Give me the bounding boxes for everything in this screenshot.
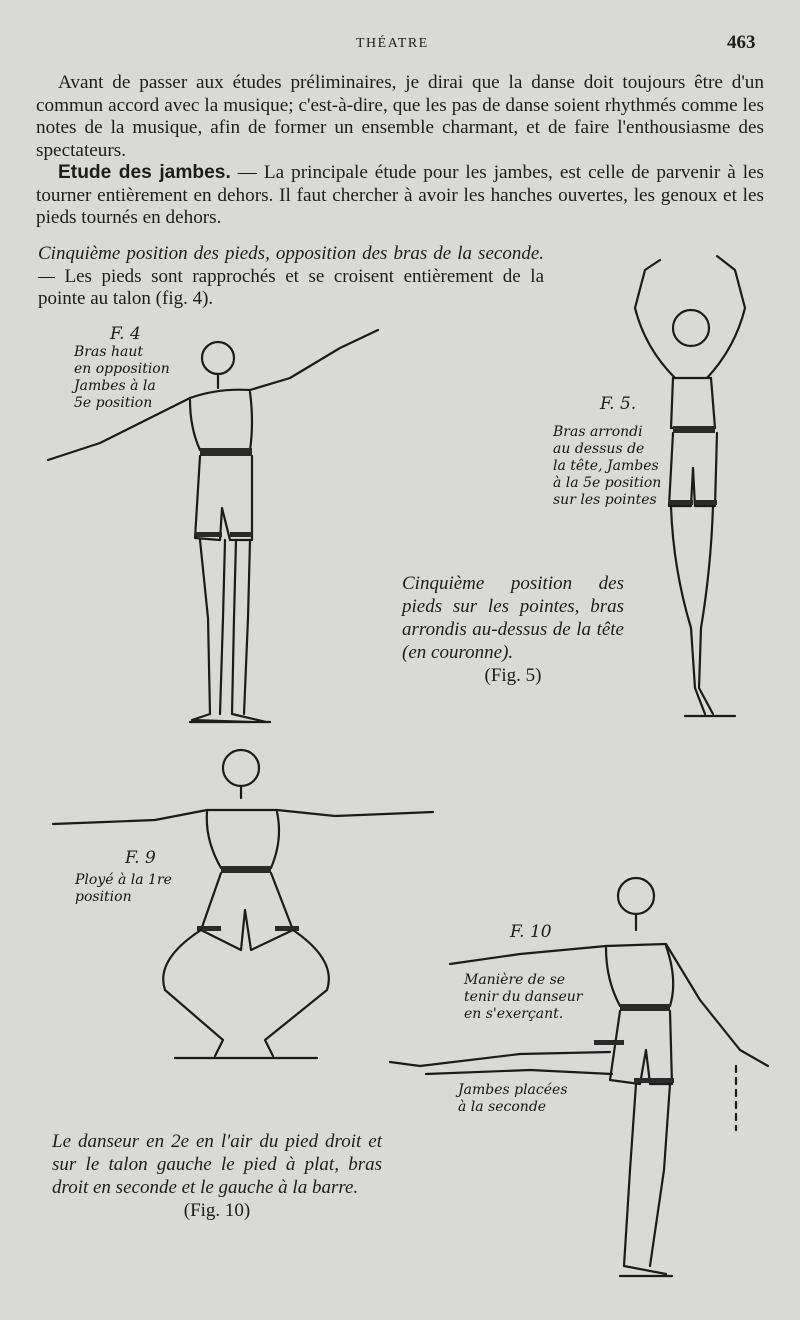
section-title: Etude des jambes. (58, 162, 231, 183)
fig5-handwritten-note: Bras arrondi au dessus de la tête, Jambes à la 5e position sur les pointes (553, 424, 662, 508)
legs-study-text: — La principale étude pour les jambes, est celle de parvenir à les tourner entièrement en dehors. Il faut chercher à avoir les hanches ouvertes, les genoux et les pieds tournés en dehors. (36, 162, 765, 228)
intro-text (36, 72, 764, 230)
legs-study-paragraph (36, 162, 764, 230)
fig4-caption-text: Les pieds sont rapprochés et se croisent entièrement de la pointe au talon (fig. 4). (38, 265, 544, 309)
fig9-mark: F. 9 (125, 848, 156, 868)
fig10-caption (52, 1130, 382, 1222)
fig5-mark: F. 5. (600, 394, 637, 414)
intro-paragraph: Avant de passer aux études préliminaires, je dirai que la danse doit toujours être d'un commun accord avec la musique; c'est-à-dire, que les pas de danse soient rhythmés comme les notes de la musique, afin de former un ensemble charmant, et de faire l'enthousiasme des spectateurs. (36, 72, 764, 161)
fig5-reference: (Fig. 5) (484, 665, 542, 686)
fig4-caption (38, 243, 544, 311)
fig10-caption-text: Le danseur en 2e en l'air du pied droit et sur le talon gauche le pied à plat, bras droit en seconde et le gauche à la barre. (52, 1131, 382, 1198)
fig5-caption (402, 572, 624, 687)
page-number: 463 (727, 32, 756, 53)
fig10-mark: F. 10 (510, 922, 552, 942)
fig10-handwritten-note: Manière de se tenir du danseur en s'exerçant. (464, 972, 583, 1022)
fig4-mark: F. 4 (110, 324, 141, 344)
dancer-fig10-drawing (380, 870, 780, 1290)
fig10-handwritten-note-legs: Jambes placées à la seconde (458, 1082, 568, 1115)
figure-10-illustration (380, 870, 780, 1290)
figure-4-illustration (40, 318, 390, 730)
fig10-reference: (Fig. 10) (183, 1200, 251, 1221)
fig5-caption-text: Cinquième position des pieds sur les pointes, bras arrondis au-dessus de la tête (en couronne). (402, 573, 624, 663)
fig4-handwritten-note: Bras haut en opposition Jambes à la 5e position (74, 344, 170, 411)
fig4-caption-title: Cinquième position des pieds, opposition des bras de la seconde. — (38, 243, 544, 287)
running-head: THÉATRE (356, 36, 429, 51)
fig9-handwritten-note: Ployé à la 1re position (75, 872, 172, 905)
